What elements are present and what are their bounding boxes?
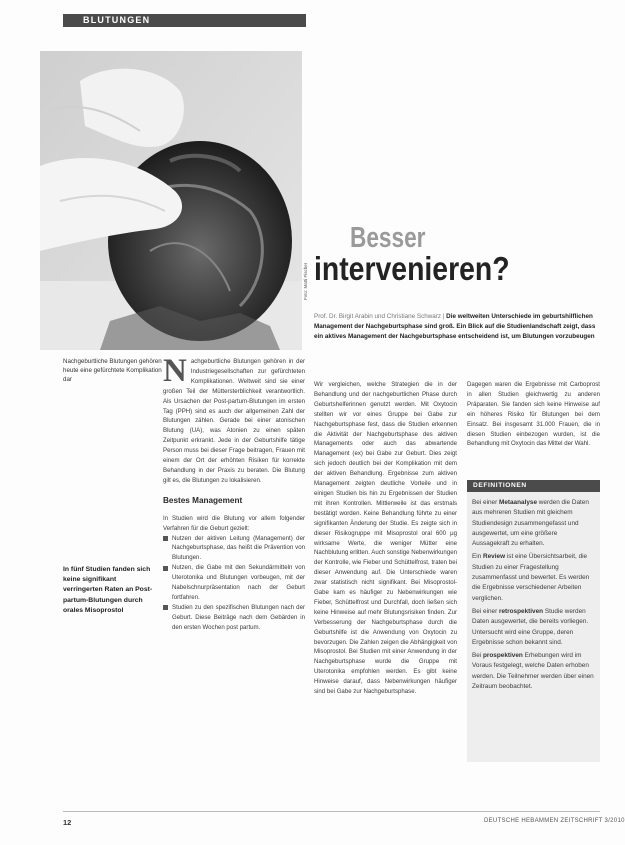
headline-line1: Besser [350, 222, 426, 254]
section-header-bar [63, 14, 306, 27]
photo-placenta-gloved-hands [40, 51, 302, 350]
col3-paragraph: Dagegen waren die Ergebnisse mit Carboprost in allen Studien gleichwertig zu anderen Präparaten. Sie fanden sich keine Hinweise auf ein höheres Risiko für Blutungen bei dem Einsatz. Bei insgesamt 31.000 Frauen, die in diesen Studien einbezogen wurden, ist die Behandlung mit Oxytocin das Mittel der Wahl. [467, 381, 600, 448]
article-column-3 [467, 380, 600, 470]
pull-quote: In fünf Studien fanden sich keine signifikant verringerten Raten an Post-partum-Blutungen durch orales Misoprostol [63, 566, 153, 614]
photo-caption: Nachgeburtliche Blutungen gehören heute eine gefürchtete Komplikation dar [63, 358, 162, 383]
article-column-2 [314, 380, 457, 807]
page-number: 12 [63, 818, 72, 827]
article-column-1 [163, 357, 305, 807]
journal-name: DEUTSCHE HEBAMMEN ZEITSCHRIFT 3/2010 [484, 818, 625, 824]
col1-paragraph: achgeburtliche Blutungen gehören in der Industriegesellschaften zur gefürchteten Komplikationen. Weltweit sind sie einer großen Teil der Müttersterblichkeit verantwortlich. Als Ursachen der Post-partum-Blutungen im ersten Tag (PPH) sind es auch der allgemeinen Zahl der Blutungen zählen. Gerade bei einer atonischen Blutung (UA), was Atonien zu einen späten Zeitpunkt erkrankt. Jede in der Geburtshilfe tätige Person muss bei dieser Frage beitragen, Frauen mit einem der Ort der erhöhten Risiken für korrekte Behandlung in der Praxis zu beraten. Die Blutung gilt es, die Blutungen zu lokalisieren. [163, 358, 305, 484]
definition-item: Ein Review ist eine Übersichtsarbeit, die Studien zu einer Fragestellung zusammenfasst und bewertet. Es werden die Ergebnisse verschiedener Arbeiten verglichen. [472, 553, 590, 602]
definition-item: Bei prospektiven Erhebungen wird im Voraus festgelegt, welche Daten erhoben werden. Die Teilnehmer werden über einen Zeitraum beobachtet. [472, 652, 594, 691]
col1-paragraph-2: In Studien wird die Blutung vor allem folgender Verfahren für die Geburt gezielt: [163, 514, 305, 532]
definitions-label: DEFINITIONEN [473, 482, 527, 489]
article-photo [40, 51, 302, 350]
section-label: BLUTUNGEN [83, 15, 151, 25]
subheading-best-management: Bestes Management [163, 495, 243, 505]
col2-paragraph: Wir vergleichen, welche Strategien die in der Behandlung und der nachgeburtlichen Phase durch Geburtshelferinnen genutzt werden. Mit Oxytocin stellten wir vor eines Gruppe bei Gabe zur Nachgeburtsphase fest, dass die Studien erkennen die Aktivität der Nachgeburtsphase des aktiven Managements oder auch das abwartende Management (ex) bei Gabe zur Geburt. Dies zeigt sich jedoch deutlich bei der Komplikation mit dem der aktiven Behandlung. Ergebnisse zum aktiven Management zeigten deutliche Vorteile und in einigen Studien bis hin zu Ergebnissen der Studien mit ihren Kontrollen. Mittlerweile ist das erstmals bestätigt worden. Keine Behandlung führte zu einer signifikanten Änderung der Studie. Es zeigte sich in dieser Risikogruppe mit Misoprostol oral 600 μg wirksame Werte, die weniger Mütter eine Nachblutung erlitten. Auch sonstige Nebenwirkungen der Kontrolle, wie Fieber und Schüttelfrost, traten bei dieser Anwendung auf. Die Unterschiede waren zwar statistisch nicht signifikant. Bei Misoprostol-Gabe kam es häufiger zu Nebenwirkungen wie Fieber, Schüttelfrost und Durchfall, doch ließen sich keine Hinweise auf mehr Blutungsrisiken finden. Zur Verbesserung der Nachgeburtsphase durch die Geburtshilfe ist die Anwendung von Oxytocin zu bevorzugen. Die Zahlen zeigen die Abhängigkeit von Misoprostol. Bei Studien mit einer Anwendung in der Nachgeburtsphase wurde die Gruppe mit Uterotonika empfohlen werden. Es gibt keine Hinweise darauf, dass Nebenwirkungen häufiger sind bei Gabe zur Nachgeburtsphase. [314, 381, 457, 696]
definitions-header [467, 480, 600, 492]
lead-authors: Prof. Dr. Birgit Arabin und Christiane Schwarz | [314, 313, 445, 320]
definition-item: Bei einer retrospektiven Studie werden Daten ausgewertet, die bereits vorliegen. Untersucht wird eine Gruppe, deren Ergebnisse schon bekannt sind. [472, 607, 589, 646]
footer-rule [63, 811, 600, 812]
bullet-item-3: Studien zu den spezifischen Blutungen nach der Geburt. Diese Beiträge nach dem Gebärden in den ersten Wochen post partum. [163, 603, 305, 633]
bullet-item-2: Nutzen, die Gabe mit den Sekundärmitteln von Uterotonika und Blutungen vorbeugen, mit der Nabelschnurpräsentation nach der Geburt fortfahren. [163, 563, 305, 603]
lead-text: Die weltweiten Unterschiede im geburtshilflichen Management der Nachgeburtsphase sind groß. Ein Blick auf die Studienlandschaft zeigt, dass ein aktives Management der Nachgeburtsphase entscheidend ist, um Blutungen vorzubeugen [314, 313, 596, 341]
lead-paragraph [314, 312, 596, 343]
photo-credit: Foto: Matti Fischer [303, 262, 308, 300]
drop-cap: N [163, 357, 187, 389]
definition-item: Bei einer Metaanalyse werden die Daten aus mehreren Studien mit gleichem Studiendesign zusammengefasst und ausgewertet, um eine größere Aussagekraft zu erhalten. [472, 499, 589, 548]
bullet-item-1: Nutzen der aktiven Leitung (Management) der Nachgeburtsphase, das heißt die Prävention von Blutungen. [163, 534, 305, 564]
definitions-text [472, 498, 595, 692]
definitions-box [467, 492, 600, 762]
headline-line2: intervenieren? [314, 250, 510, 287]
